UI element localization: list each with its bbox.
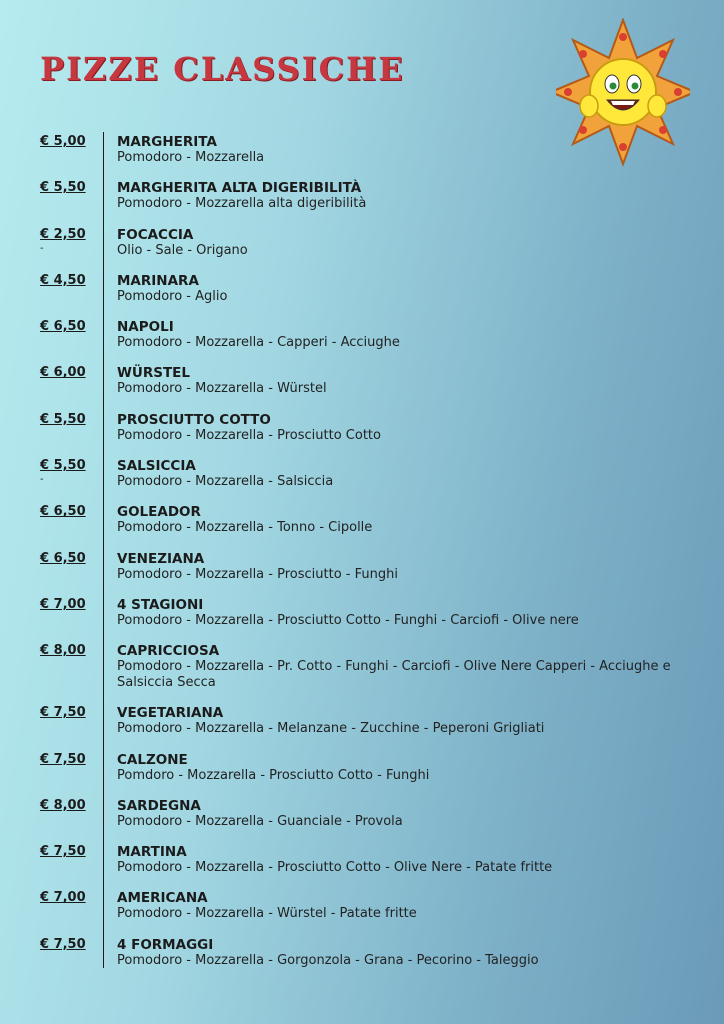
menu-item	[0, 797, 724, 843]
menu-item-name: PROSCIUTTO COTTO	[117, 411, 271, 428]
menu-item-price: € 5,50	[40, 180, 86, 196]
menu-item-name: 4 FORMAGGI	[117, 936, 214, 953]
menu-item-name: MARGHERITA	[117, 134, 217, 150]
menu-item-price: € 8,00	[40, 643, 86, 659]
menu-item	[0, 503, 724, 549]
menu-item-price: € 7,50	[40, 705, 86, 721]
menu-item-name: VENEZIANA	[117, 550, 205, 567]
menu-item-name: CALZONE	[117, 751, 188, 768]
menu-item-name: MARINARA	[117, 272, 199, 289]
menu-item	[0, 457, 724, 503]
menu-item-price: € 7,50	[40, 844, 86, 860]
menu-item-name: WÜRSTEL	[117, 365, 191, 382]
menu-item	[0, 843, 724, 889]
menu-item-price: € 5,00	[40, 134, 86, 149]
menu-item-name: FOCACCIA	[117, 226, 194, 243]
menu-item-price: € 6,50	[40, 550, 86, 566]
menu-item-price: € 5,50	[40, 458, 86, 474]
menu-item-price: € 6,50	[40, 319, 86, 335]
menu-item-price: € 2,50	[40, 226, 86, 242]
menu-item-name: VEGETARIANA	[117, 705, 224, 722]
menu-item-price-dash: -	[40, 474, 44, 486]
menu-item-description: Pomodoro - Aglio	[117, 288, 228, 304]
menu-item	[0, 889, 724, 935]
menu-item	[0, 364, 724, 410]
menu-item-name: SALSICCIA	[117, 458, 196, 475]
menu-item-name: 4 STAGIONI	[117, 596, 204, 613]
menu-item-description: Pomodoro - Mozzarella alta digeribilità	[117, 196, 367, 212]
menu-item-name: MARGHERITA ALTA DIGERIBILITÀ	[117, 180, 362, 197]
menu-item-price: € 7,50	[40, 936, 86, 952]
menu-item-description: Pomodoro - Mozzarella - Tonno - Cipolle	[117, 520, 373, 536]
menu-item-price: € 6,00	[40, 365, 86, 381]
menu-item-description: Pomodoro - Mozzarella - Würstel - Patate fritte	[117, 906, 417, 922]
menu-item-price: € 4,50	[40, 272, 86, 288]
menu-item-description: Pomodoro - Mozzarella - Würstel	[117, 381, 327, 397]
menu-item-name: CAPRICCIOSA	[117, 643, 220, 660]
menu-item-name: MARTINA	[117, 844, 187, 861]
menu-item	[0, 411, 724, 457]
menu-item-description: Pomodoro - Mozzarella - Gorgonzola - Grana - Pecorino - Taleggio	[117, 952, 539, 968]
menu-item	[0, 179, 724, 225]
menu-item	[0, 751, 724, 797]
menu-item-name: GOLEADOR	[117, 504, 201, 521]
menu-item-description: Pomodoro - Mozzarella - Salsiccia	[117, 474, 334, 490]
menu-item-description: Pomodoro - Mozzarella - Prosciutto Cotto - Funghi - Carciofi - Olive nere	[117, 612, 579, 628]
menu-item	[0, 318, 724, 364]
menu-item-price: € 7,00	[40, 890, 86, 906]
menu-item	[0, 704, 724, 750]
page-title: PIZZE CLASSICHE	[40, 50, 405, 88]
menu-item-price-dash: -	[40, 242, 44, 254]
menu-item-description: Pomdoro - Mozzarella - Prosciutto Cotto - Funghi	[117, 767, 430, 783]
menu-item-description: Pomodoro - Mozzarella	[117, 150, 265, 165]
menu-item	[0, 596, 724, 642]
menu-item	[0, 133, 724, 179]
menu-item-price: € 8,00	[40, 797, 86, 813]
menu-item-price: € 7,50	[40, 751, 86, 767]
menu-item-price: € 6,50	[40, 504, 86, 520]
pizza-menu-list	[0, 133, 724, 982]
menu-item	[0, 226, 724, 272]
menu-item-name: SARDEGNA	[117, 797, 201, 814]
menu-item-description: Pomodoro - Mozzarella - Melanzane - Zucchine - Peperoni Grigliati	[117, 721, 545, 737]
menu-item-price: € 5,50	[40, 411, 86, 427]
menu-item-description: Pomodoro - Mozzarella - Capperi - Acciughe	[117, 335, 400, 351]
menu-item-description: Pomodoro - Mozzarella - Pr. Cotto - Funghi - Carciofi - Olive Nere Capperi - Acciughe e Salsiccia Secca	[117, 659, 671, 691]
menu-item-description: Pomodoro - Mozzarella - Prosciutto Cotto	[117, 427, 381, 443]
menu-item-description: Pomodoro - Mozzarella - Prosciutto Cotto - Olive Nere - Patate fritte	[117, 860, 553, 876]
menu-item	[0, 642, 724, 704]
menu-item	[0, 550, 724, 596]
menu-item-description: Pomodoro - Mozzarella - Prosciutto - Funghi	[117, 566, 398, 582]
menu-item-description: Olio - Sale - Origano	[117, 242, 248, 258]
menu-item-name: NAPOLI	[117, 319, 174, 336]
menu-item-name: AMERICANA	[117, 890, 208, 907]
menu-item	[0, 272, 724, 318]
menu-item-price: € 7,00	[40, 596, 86, 612]
menu-item	[0, 936, 724, 982]
menu-item-description: Pomodoro - Mozzarella - Guanciale - Provola	[117, 813, 403, 829]
